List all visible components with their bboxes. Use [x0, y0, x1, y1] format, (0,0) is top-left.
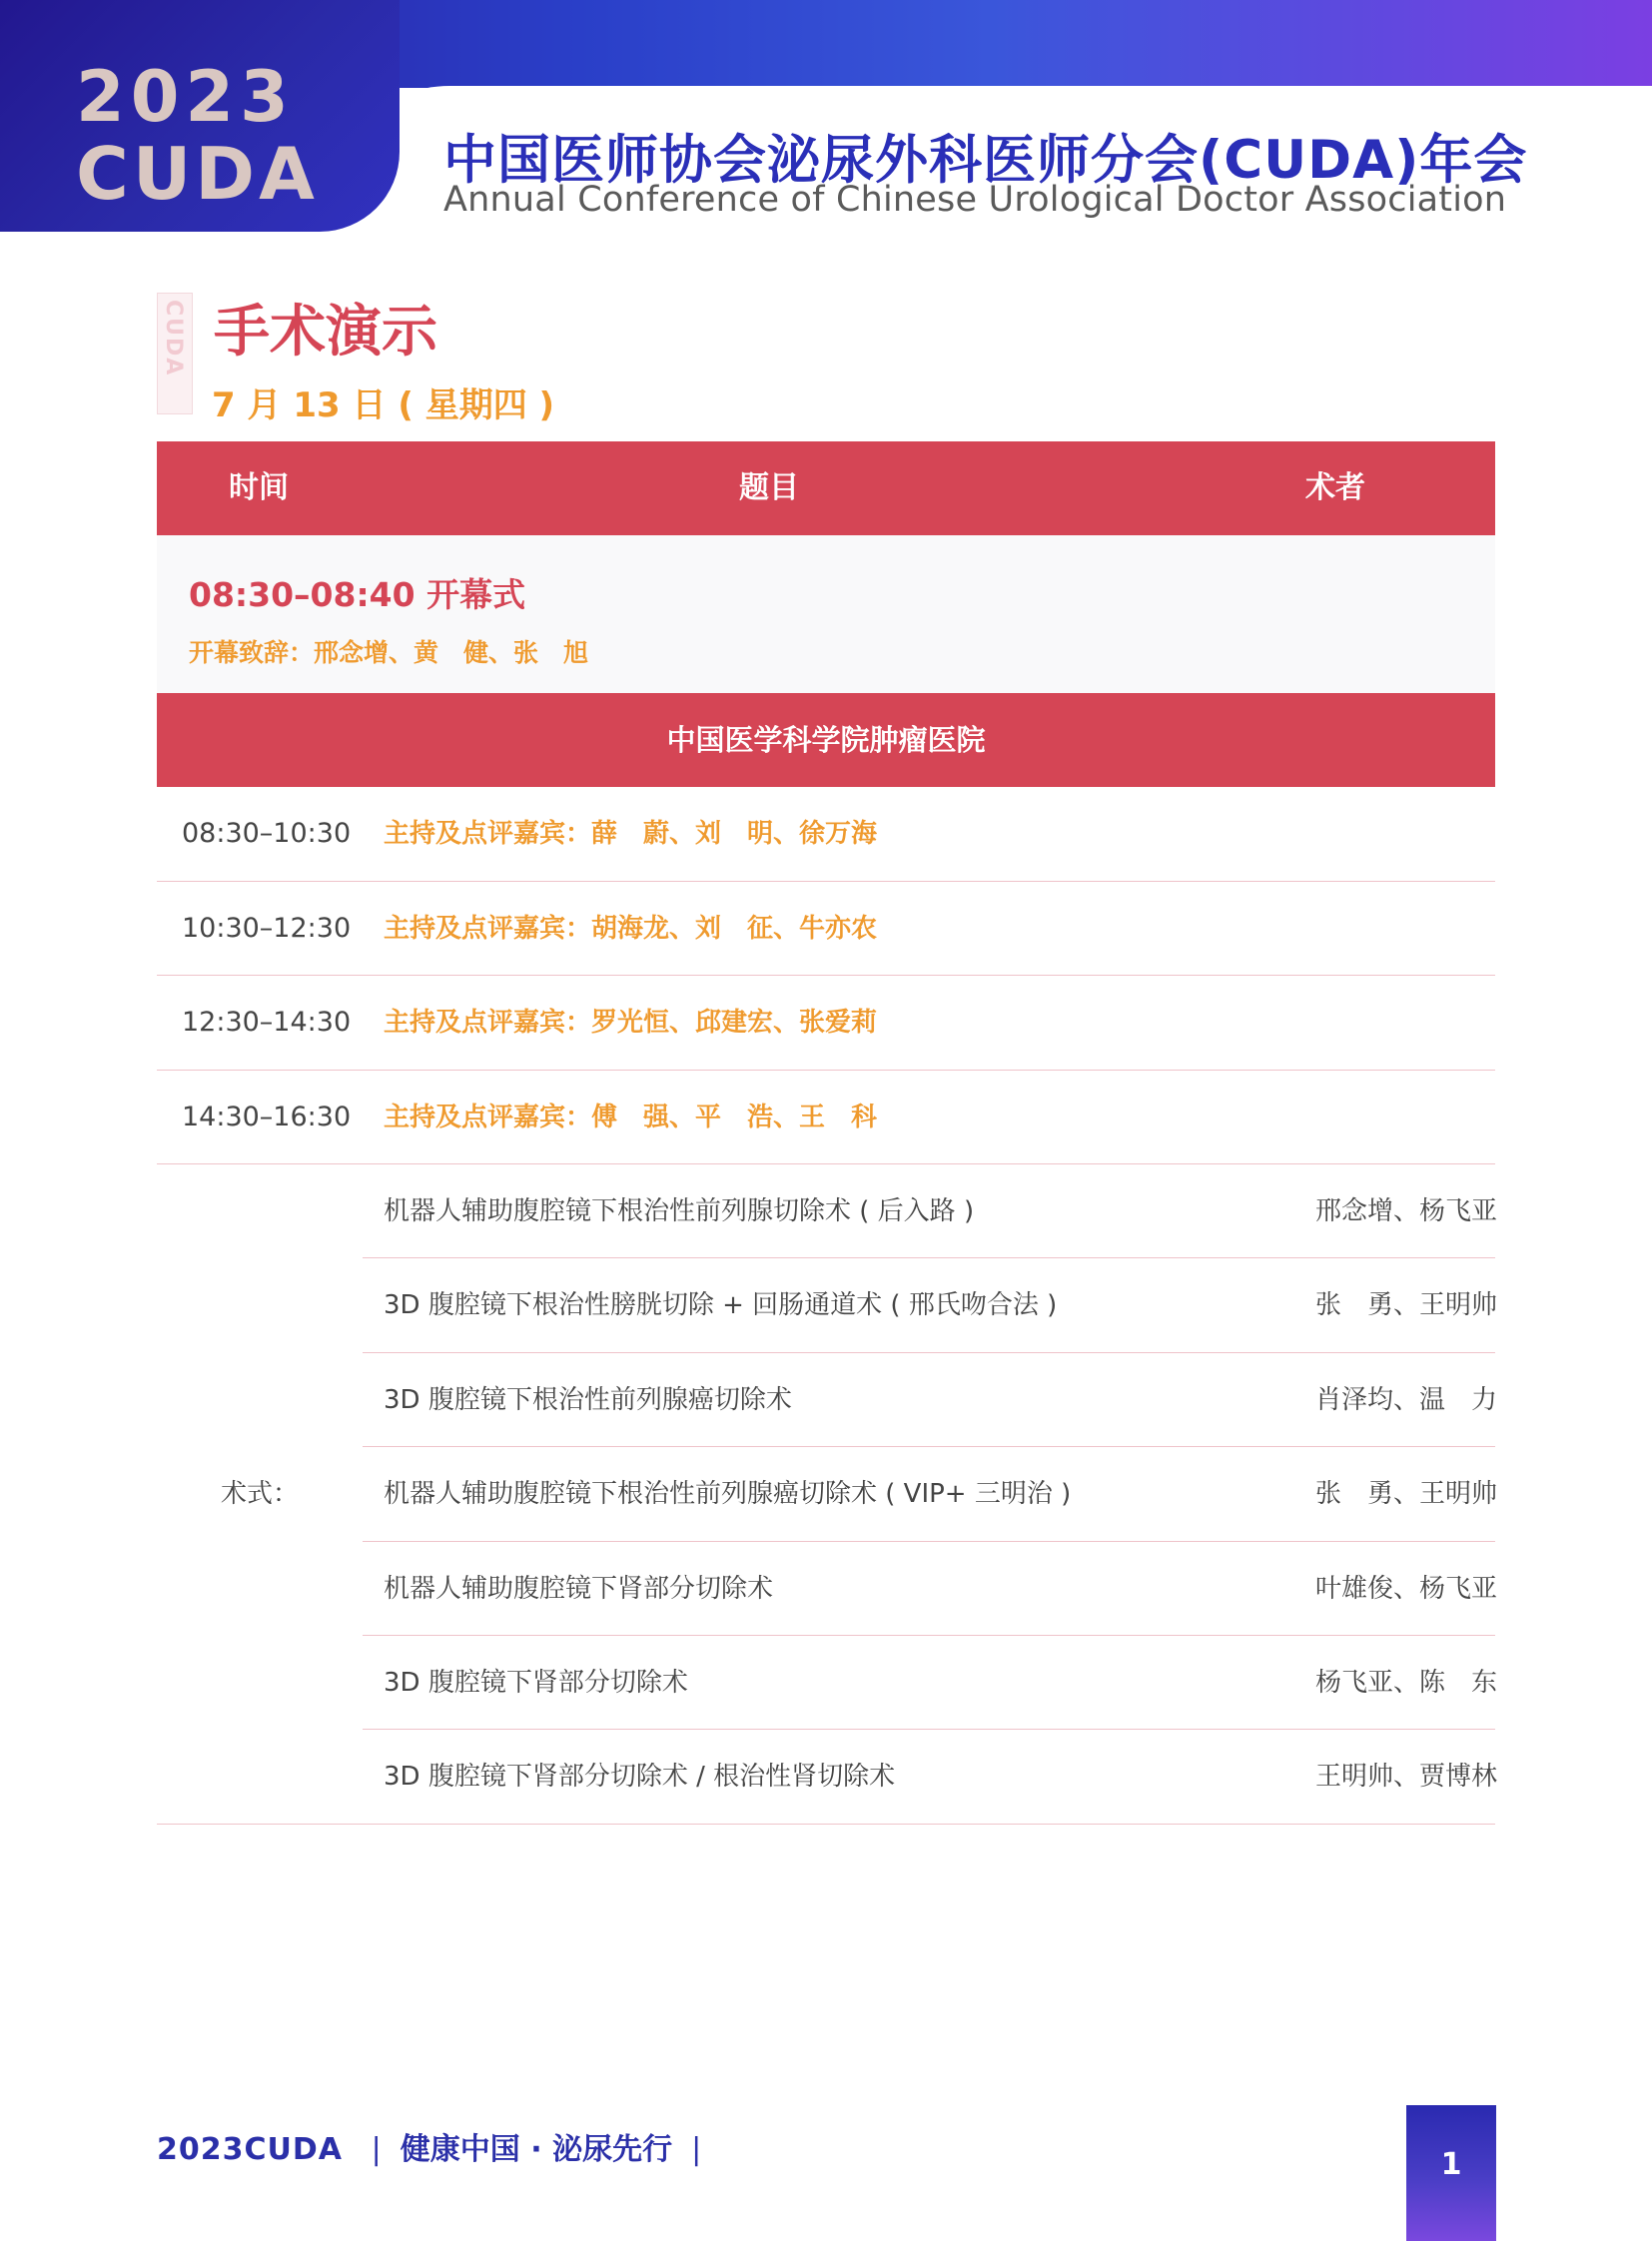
footer-separator: | — [371, 2132, 382, 2167]
logo-block — [0, 0, 400, 232]
session-time: 12:30–14:30 — [182, 1007, 352, 1038]
surgery-surgeon: 肖泽均、温 力 — [1314, 1384, 1498, 1415]
surgery-surgeon: 王明帅、贾博林 — [1314, 1762, 1498, 1793]
conference-subtitle: Annual Conference of Chinese Urological Doctor Association — [443, 180, 1507, 220]
page-number: 1 — [1406, 2105, 1496, 2241]
surgery-surgeon: 叶雄俊、杨飞亚 — [1314, 1573, 1498, 1604]
session-hosts: 主持及点评嘉宾：胡海龙、刘 征、牛亦农 — [384, 913, 878, 944]
surgery-topic: 3D 腹腔镜下肾部分切除术 — [384, 1667, 688, 1698]
list-item — [363, 1258, 1498, 1352]
surgery-list — [363, 1164, 1498, 1825]
surgery-surgeon: 邢念增、杨飞亚 — [1314, 1196, 1498, 1226]
surgery-topic: 3D 腹腔镜下根治性膀胱切除 + 回肠通道术 ( 邢氏吻合法 ) — [384, 1290, 1058, 1321]
surgery-topic: 3D 腹腔镜下根治性前列腺癌切除术 — [384, 1384, 792, 1415]
surgery-topic: 机器人辅助腹腔镜下根治性前列腺切除术 ( 后入路 ) — [384, 1196, 975, 1226]
watermark-text: CUDA — [161, 300, 186, 377]
surgery-topic: 机器人辅助腹腔镜下根治性前列腺癌切除术 ( VIP+ 三明治 ) — [384, 1479, 1072, 1510]
session-hosts: 主持及点评嘉宾：薛 蔚、刘 明、徐万海 — [384, 819, 878, 849]
list-item — [363, 1353, 1498, 1447]
surgery-surgeon: 张 勇、王明帅 — [1314, 1290, 1498, 1321]
cuda-logo — [76, 56, 319, 216]
surgery-topic: 机器人辅助腹腔镜下肾部分切除术 — [384, 1573, 774, 1604]
list-item — [363, 1542, 1498, 1636]
opening-ceremony — [157, 535, 1495, 693]
header-surgeon: 术者 — [1305, 470, 1365, 505]
footer-brand: 2023CUDA — [157, 2132, 343, 2167]
session-time: 08:30–10:30 — [182, 818, 352, 849]
session-time: 14:30–16:30 — [182, 1101, 352, 1132]
header-topic: 题目 — [739, 470, 799, 505]
surgery-surgeon: 张 勇、王明帅 — [1314, 1479, 1498, 1510]
footer-separator: | — [691, 2132, 702, 2167]
list-item — [363, 1164, 1498, 1258]
logo-brand: CUDA — [76, 132, 319, 216]
surgery-topic: 3D 腹腔镜下肾部分切除术 / 根治性肾切除术 — [384, 1762, 896, 1793]
table-row — [157, 976, 1495, 1071]
list-item — [363, 1447, 1498, 1541]
header-time: 时间 — [229, 470, 289, 505]
table-row — [157, 1071, 1495, 1165]
hospital-banner: 中国医学科学院肿瘤医院 — [157, 693, 1495, 787]
conference-title: 中国医师协会泌尿外科医师分会(CUDA)年会 — [443, 130, 1528, 191]
list-item — [363, 1636, 1498, 1730]
section-watermark — [157, 293, 193, 414]
footer-slogan: 健康中国 · 泌尿先行 — [400, 2132, 673, 2167]
surgery-block — [157, 1164, 1498, 1825]
surgery-surgeon: 杨飞亚、陈 东 — [1314, 1667, 1498, 1698]
session-hosts: 主持及点评嘉宾：罗光恒、邱建宏、张爱莉 — [384, 1008, 878, 1038]
section-title: 手术演示 — [214, 300, 437, 365]
list-item — [363, 1730, 1498, 1824]
table-row — [157, 882, 1495, 977]
footer — [157, 2124, 701, 2168]
logo-year: 2023 — [76, 56, 295, 138]
opening-title: 08:30–08:40 开幕式 — [189, 575, 526, 614]
section-date: 7 月 13 日 ( 星期四 ) — [212, 385, 555, 425]
schedule-table — [157, 441, 1498, 1825]
table-header — [157, 441, 1495, 535]
surgery-label: 术式： — [221, 1479, 300, 1509]
session-hosts: 主持及点评嘉宾：傅 强、平 浩、王 科 — [384, 1102, 878, 1132]
opening-speakers: 开幕致辞：邢念增、黄 健、张 旭 — [189, 638, 589, 667]
session-time: 10:30–12:30 — [182, 912, 352, 944]
table-row — [157, 787, 1495, 882]
